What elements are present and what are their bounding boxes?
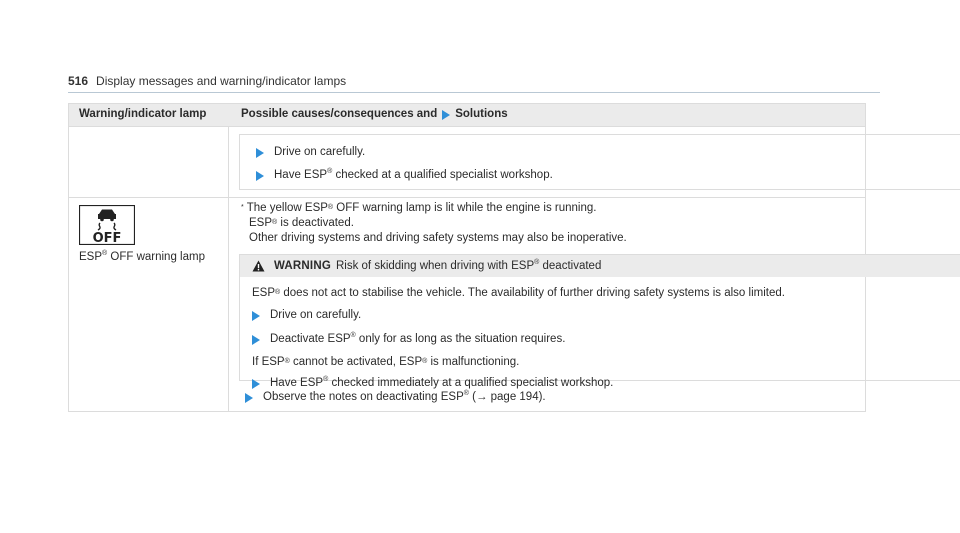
solutions-box (239, 134, 960, 190)
page-number: 516 (68, 74, 89, 88)
esp-off-icon (79, 205, 135, 250)
solutions-cell (229, 127, 865, 197)
step-item (252, 309, 361, 321)
step-text: Drive on carefully. (270, 309, 362, 321)
step-item (256, 146, 365, 158)
play-arrow-icon (442, 110, 450, 120)
warning-lamp-table (68, 103, 866, 412)
page-header-title: Display messages and warning/indicator lamps (96, 74, 347, 88)
table-header-row (69, 104, 865, 126)
step-item (256, 169, 553, 181)
play-arrow-icon (252, 379, 260, 389)
page-header (68, 74, 346, 88)
lamp-cell (69, 198, 229, 411)
play-arrow-icon (256, 148, 264, 158)
lamp-cell-empty (69, 127, 229, 197)
play-arrow-icon (245, 393, 253, 403)
play-arrow-icon (256, 171, 264, 181)
col-header-causes (229, 104, 865, 126)
lamp-description: * The yellow ESP® OFF warning lamp is lit while the engine is running. ESP® is deactivated. Other driving systems and driving safety systems may also be inoperative. (241, 202, 627, 244)
causes-cell (229, 198, 865, 411)
col-header-lamp: Warning/indicator lamp (79, 108, 207, 120)
step-item (252, 333, 565, 345)
step-item (252, 377, 613, 389)
warning-paragraph: ESP® does not act to stabilise the vehicle. The availability of further driving safety systems is also limited. (252, 287, 785, 299)
step-text: Have ESP® checked immediately at a qualified specialist workshop. (270, 376, 614, 389)
step-text: Deactivate ESP® only for as long as the situation requires. (270, 332, 566, 345)
header-divider (68, 92, 880, 93)
lamp-label: ESP® OFF warning lamp (79, 250, 205, 263)
play-arrow-icon (252, 311, 260, 321)
warning-box (239, 254, 960, 389)
col-header-causes-text: Possible causes/consequences and (241, 108, 438, 120)
warning-text: Risk of skidding when driving with ESP® deactivated (335, 259, 602, 272)
svg-text:OFF: OFF (92, 231, 122, 245)
table-row (69, 197, 865, 411)
table-row (69, 126, 865, 197)
step-text: Observe the notes on deactivating ESP® (→ page 194). (263, 390, 546, 403)
page-reference-link[interactable]: (→ page 194). (472, 391, 546, 403)
step-text: Have ESP® checked at a qualified specialist workshop. (274, 168, 553, 181)
warning-triangle-icon (252, 260, 265, 272)
play-arrow-icon (252, 335, 260, 345)
warning-title: WARNING (274, 260, 331, 272)
step-text: Drive on carefully. (274, 146, 366, 158)
warning-header (240, 255, 960, 277)
warning-paragraph: If ESP® cannot be activated, ESP® is malfunctioning. (252, 356, 520, 368)
step-item (245, 391, 546, 403)
col-header-solutions-text: Solutions (455, 108, 508, 120)
